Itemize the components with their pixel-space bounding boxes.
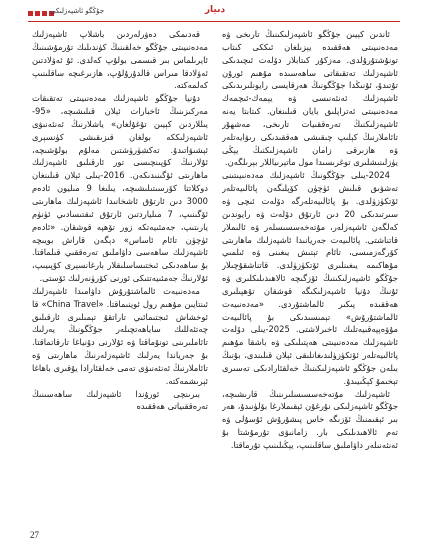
paragraph: ئاندىن كېيىن جۇڭگو ئاشپەزلىكىنىڭ تارىخى ۋە مەدەنىيىتى ھەققىدە يېزىلغان ئىككى كىتاب تونۇشتۇرۇلدى. مەزكۇر كىتابلار دۆلەت ئىچىدىكى ئاشپەزلىك تەتقىقاتى ساھەسىدە مۇھىم ئورۇن تۇتىدۇ، ئۇنىڭدا جۇڭگونىڭ ھەرقايسى رايونلىرىدىكى ئاشپەزلىك ئەنئەنىسى ۋە يېمەك-ئىچمەك مەدەنىيىتى ئەتراپلىق بايان قىلىنغان. كىتابتا يەنە ئاشپەزلىكنىڭ تەرەققىيات تارىخى، مەشھۇر تائاملارنىڭ كېلىپ چىقىشى ھەققىدىكى رىۋايەتلەر ۋە ھازىرقى زامان ئاشپەزلىكنىڭ يېڭى يۈزلىنىشلىرى توغرىسىدا مول ماتېرىياللار بېرىلگەن. (222, 29, 398, 168)
text-column-right (222, 28, 398, 525)
decoration-square (28, 11, 33, 16)
running-title: جۇڭگو ئاشپەزلىكى (50, 7, 105, 15)
page-number: 27 (30, 530, 39, 540)
paragraph: 2024-يىلى جۇڭگونىڭ ئاشپەزلىك مەدەنىيىتىنى تەشۋىق قىلىش ئۈچۈن كۆپلىگەن پائالىيەتلەر ئۆتكۈزۈلدى. بۇ پائالىيەتلەرگە دۆلەت ئىچى ۋە سىرتىدىكى 20 دىن ئارتۇق دۆلەت ۋە رايوندىن كەلگەن ئاشپەزلەر، مۇتەخەسسىسلەر ۋە ئالىملار قاتناشتى. پائالىيەت جەريانىدا ئاشپەزلىك ماھارىتى كۆرگەزمىسى، تائام تېتىش يىغىنى ۋە ئىلمىي مۇھاكىمە يىغىنلىرى ئۆتكۈزۈلدى. قاتناشقۇچىلار جۇڭگو ئاشپەزلىكىنىڭ ئۆزگىچە ئالاھىدىلىكلىرى ۋە ئۇنىڭ دۇنيا ئاشپەزلىكىگە قوشقان تۆھپىلىرى ھەققىدە پىكىر ئالماشتۇردى. «مەدەنىيەت ئالماشتۇرۇش» تېمىسىدىكى بۇ پائالىيەت مۇۋەپپەقىيەتلىك ئاخىرلاشتى. 2025-يىلى دۆلەت ئاشپەزلىك مەدەنىيىتى ھەپتىلىكى ۋە باشقا مۇھىم پائالىيەتلەر ئۆتكۈزۈلىدىغانلىقى ئېلان قىلىندى، بۇنىڭ بىلەن جۇڭگو ئاشپەزلىكىنىڭ خەلقئارادىكى تەسىرى تېخىمۇ كېڭىيىدۇ. (222, 170, 398, 386)
header-divider (28, 21, 400, 22)
page-header (0, 0, 427, 26)
decoration-square (42, 11, 47, 16)
paragraph: قەدىمكى دەۋرلەردىن باشلاپ ئاشپەزلىك مەدەنىيىتى جۇڭگو خەلقىنىڭ كۈندىلىك تۇرمۇشىنىڭ ئايرىلماس بىر قىسمى بولۇپ كەلدى. ئۇ ئەۋلادتىن ئەۋلادقا مىراس قالدۇرۇلۇپ، ھازىرغىچە ساقلىنىپ كەلمەكتە. (32, 29, 208, 91)
paragraph: بىرىنچى ئورۇندا ئاشپەزلىك ساھەسىنىڭ تەرەققىياتى ھەققىدە (32, 388, 208, 412)
paragraph: مەدەنىيەت ئالماشتۇرۇش داۋامىدا ئاشپەزلىك ئىنتايىن مۇھىم رول ئوينىماقتا. «China Travel» قا ئوخشاش ئىجتىمائىي تاراتقۇ تېمىلىرى ئارقىلىق چەتئەللىك ساياھەتچىلەر جۇڭگونىڭ يەرلىك تائاملىرىنى تونۇماقتا ۋە ئۇلارنى دۇنياغا تارقاتماقتا. بۇ جەرياندا يەرلىك ئاشپەزلەرنىڭ ماھارىتى ۋە تائاملارنىڭ ئەنئەنىۋى تەمى خەلقئارادا يۇقىرى باھاغا ئېرىشمەكتە. (32, 285, 208, 386)
decoration-square (35, 11, 40, 16)
paragraph: ئاشپەزلىك مۇتەخەسسىسلىرىنىڭ قارىشىچە، جۇڭگو ئاشپەزلىكى نۇرغۇن ئېقىملارغا بۆلۈنىدۇ، ھەر بىر ئېقىمنىڭ ئۆزىگە خاس پىشۇرۇش ئۇسۇلى ۋە تەم ئالاھىدىلىكى بار. زامانىۋى تۇرمۇشتا بۇ ئەنئەنىلەر داۋاملىق ساقلىنىپ، يېڭىلىنىپ تۇرماقتا. (222, 388, 398, 450)
text-column-left (32, 28, 208, 525)
paragraph: دۇنيا جۇڭگو ئاشپەزلىك مەدەنىيىتى تەتقىقات مەركىزىنىڭ ئاخبارات ئېلان قىلىشىچە، «95-يىللاردىن كېيىن تۇغۇلغان» ياشلارنىڭ ئەنئەنىۋى ئاشپەزلىككە بولغان قىزىقىشى كۈنسېرى ئېشىۋاتىدۇ. تەكشۈرۈشتىن مەلۇم بولۇشىچە، ئۇلارنىڭ كۆپىنچىسى تور ئارقىلىق ئاشپەزلىك ماھارىتى ئۆگىنىدىكەن. 2016-يىلى ئېلان قىلىنغان دوكلاتتا كۆرسىتىلىشىچە، يىلىغا 9 مىليون ئادەم 3000 دىن ئارتۇق ئاشخانىدا ئاشپەزلىك ماھارىتى ئۆگىنىپ، 7 مىلياردتىن ئارتۇق ئىقتىسادىي ئۈنۈم يارىتىپ، جەمئىيەتكە زور تۆھپە قوشقان. «ئادەم ئۈچۈن تائام ئاساس» دېگەن قاراش بويىچە ئاشپەزلىك ساھەسى داۋاملىق تەرەققىي قىلماقتا. بۇ ساھەدىكى ئىختىساسلىقلار بارغانسېرى كۆپىيىپ، ئۇلارنىڭ جەمئىيەتتىكى ئورنى كۆرۈنەرلىك ئۆستى. (32, 93, 208, 284)
header-center-mark: دىيار (204, 5, 226, 15)
